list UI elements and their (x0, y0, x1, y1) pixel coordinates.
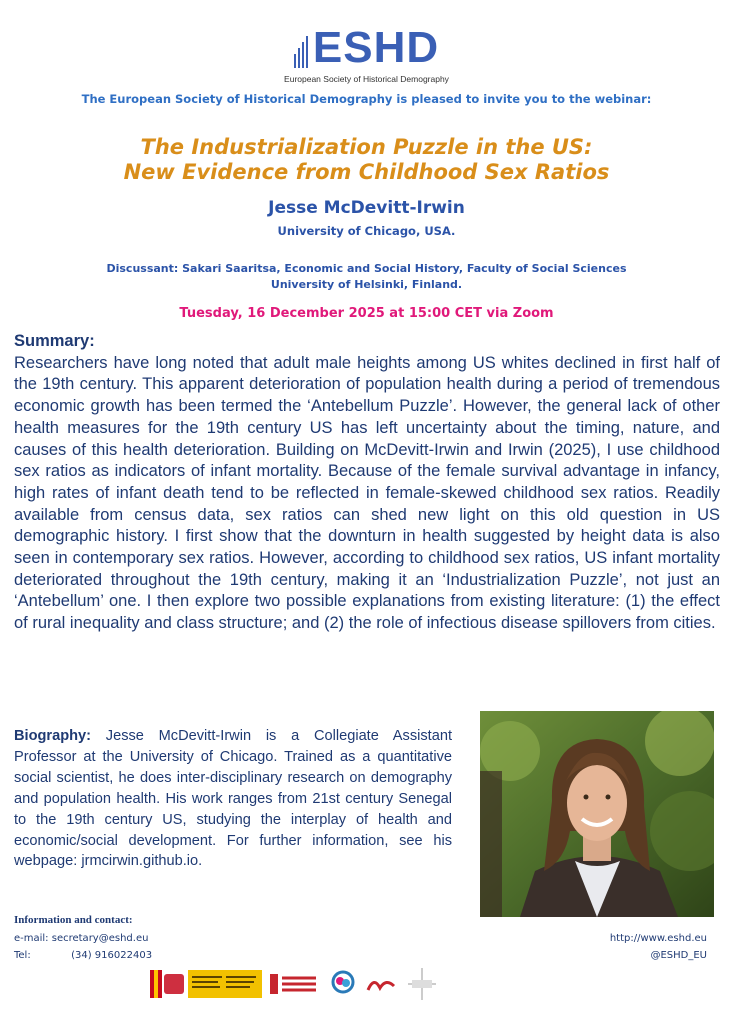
phone-label: Tel: (14, 950, 31, 961)
eshd-logo (0, 23, 733, 84)
summary-section (14, 331, 720, 635)
webinar-title-line2: New Evidence from Childhood Sex Ratios (123, 160, 610, 184)
discussant-line2: University of Helsinki, Finland. (270, 278, 463, 291)
summary-text: Researchers have long noted that adult male heights among US whites declined in first half of the 19th century. This apparent deterioration of population health during a period of tremendous economic growth has been termed the ‘Antebellum Puzzle’. However, the general lack of other health measures for the 19th century US has left uncertainty about the timing, nature, and causes of this health deterioration. Building on McDevitt-Irwin and Irwin (2025), I use childhood sex ratios as indicators of infant mortality. Because of the female survival advantage in infancy, high rates of infant death tend to be reflected in female-skewed childhood sex ratios. Readily available from census data, sex ratios can shed new light on this old question in US demographic history. I first show that the downturn in health suggested by height data is also seen in contemporary sex ratios. However, according to childhood sex ratios, US infant mortality deteriorated throughout the 19th century, making it an ‘Industrialization Puzzle’, not just an ‘Antebellum’ one. I then explore two possible explanations from existing literature: (1) the effect of rural inequality and class structure; and (2) the role of infectious disease spillovers from cities. (14, 353, 720, 633)
partner-logo-circle (330, 970, 356, 998)
csic-logo (270, 970, 322, 998)
contact-email[interactable]: e-mail: secretary@eshd.eu (14, 933, 149, 944)
webinar-title-line1: The Industrialization Puzzle in the US: (140, 135, 593, 159)
iegd-logo (364, 970, 400, 998)
logo-wordmark: ESHD (312, 23, 440, 72)
summary-heading: Summary: (14, 332, 95, 350)
speaker-photo (480, 711, 714, 917)
phone-number: (34) 916022403 (71, 950, 153, 961)
event-date: Tuesday, 16 December 2025 at 15:00 CET via Zoom (179, 306, 554, 321)
partner-logo-cross (408, 968, 436, 1000)
biography-section (14, 726, 452, 872)
contact-heading: Information and contact: (14, 914, 133, 926)
discussant-line1: Discussant: Sakari Saaritsa, Economic and Social History, Faculty of Social Sciences (106, 262, 627, 275)
website-link[interactable]: http://www.eshd.eu (609, 933, 707, 944)
twitter-handle[interactable]: @ESHD_EU (650, 950, 707, 961)
biography-heading: Biography: (14, 728, 92, 744)
logo-bars-icon (294, 36, 310, 68)
logo-subtitle: European Society of Historical Demography (284, 74, 449, 84)
invitation-line: The European Society of Historical Demography is pleased to invite you to the webinar: (81, 92, 652, 106)
ministry-logo (150, 970, 262, 998)
contact-phone (14, 950, 152, 961)
sponsor-logos (150, 968, 444, 1000)
speaker-name: Jesse McDevitt-Irwin (268, 198, 465, 218)
biography-text: Jesse McDevitt-Irwin is a Collegiate Assistant Professor at the University of Chicago. Trained as a quantitative social scientist, he does inter-disciplinary research on demography and population health. His work ranges from 21st century Senegal to the 19th century US, studying the interplay of health and economic/social development. For further information, see his webpage: jrmcirwin.github.io. (14, 728, 452, 870)
webinar-title (0, 135, 733, 185)
discussant-info (0, 261, 733, 293)
speaker-affiliation: University of Chicago, USA. (277, 224, 456, 238)
